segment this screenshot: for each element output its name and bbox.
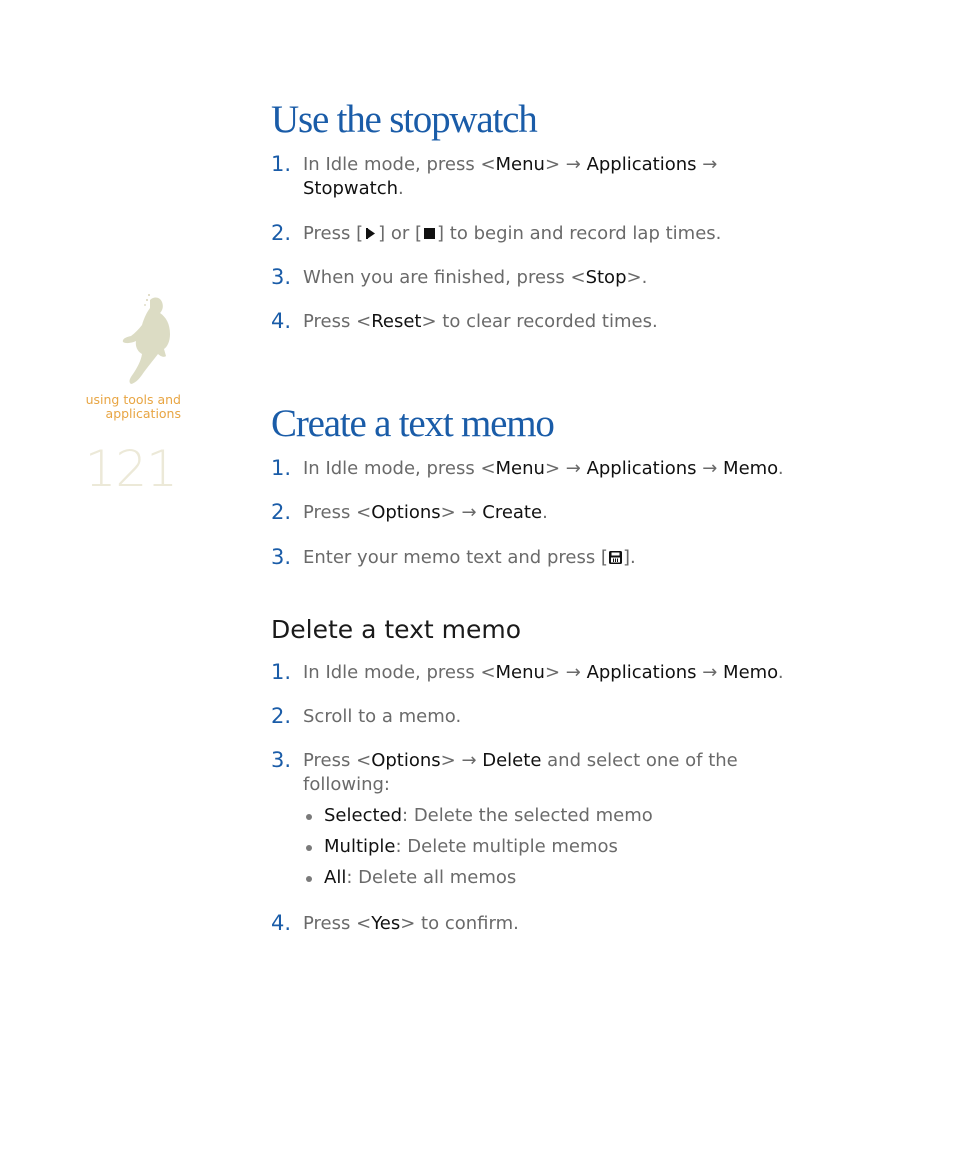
section-label: using tools and applications bbox=[85, 392, 181, 421]
key-delete: Delete bbox=[482, 750, 542, 771]
list-item: Selected: Delete the selected memo bbox=[303, 804, 653, 828]
key-create: Create bbox=[482, 502, 543, 523]
key-memo: Memo bbox=[723, 662, 778, 683]
key-memo: Memo bbox=[723, 458, 778, 479]
key-applications: Applications bbox=[586, 662, 697, 683]
key-reset: Reset bbox=[371, 311, 422, 332]
step-number: 2. bbox=[271, 221, 292, 245]
step-number: 2. bbox=[271, 704, 292, 728]
list-item: All: Delete all memos bbox=[303, 866, 653, 890]
key-options: Options bbox=[371, 750, 441, 771]
save-key-icon bbox=[608, 550, 623, 565]
create-memo-step-1: 1. In Idle mode, press <Menu> → Applications → Memo. bbox=[271, 456, 784, 480]
delete-options-list bbox=[303, 804, 653, 897]
delete-memo-step-4: 4. Press <Yes> to confirm. bbox=[271, 911, 519, 935]
heading-stopwatch: Use the stopwatch bbox=[271, 98, 537, 141]
create-memo-step-3: 3. Enter your memo text and press [ ]. bbox=[271, 545, 636, 569]
delete-memo-step-1: 1. In Idle mode, press <Menu> → Applications → Memo. bbox=[271, 660, 784, 684]
step-number: 1. bbox=[271, 152, 292, 176]
step-number: 4. bbox=[271, 911, 292, 935]
stop-key-icon bbox=[422, 226, 437, 241]
heading-delete-memo: Delete a text memo bbox=[271, 615, 522, 644]
heading-create-memo: Create a text memo bbox=[271, 402, 554, 445]
key-options: Options bbox=[371, 502, 441, 523]
step-number: 3. bbox=[271, 265, 292, 289]
key-menu: Menu bbox=[495, 458, 545, 479]
key-menu: Menu bbox=[495, 662, 545, 683]
key-menu: Menu bbox=[495, 154, 545, 175]
stopwatch-step-4: 4. Press <Reset> to clear recorded times. bbox=[271, 309, 658, 333]
step-number: 4. bbox=[271, 309, 292, 333]
delete-memo-step-2: 2. Scroll to a memo. bbox=[271, 704, 462, 728]
step-number: 1. bbox=[271, 660, 292, 684]
step-number: 2. bbox=[271, 500, 292, 524]
key-yes: Yes bbox=[371, 913, 401, 934]
stopwatch-step-1: 1. In Idle mode, press <Menu> → Applications → Stopwatch. bbox=[271, 152, 718, 199]
list-item: Multiple: Delete multiple memos bbox=[303, 835, 653, 859]
key-applications: Applications bbox=[586, 154, 697, 175]
step-number: 3. bbox=[271, 545, 292, 569]
delete-memo-step-3: 3. Press <Options> → Delete and select one of the following: bbox=[271, 748, 738, 795]
key-stopwatch: Stopwatch bbox=[303, 178, 399, 199]
woman-silhouette-icon bbox=[120, 292, 180, 386]
step-number: 1. bbox=[271, 456, 292, 480]
page-number: 121 bbox=[84, 440, 177, 498]
key-applications: Applications bbox=[586, 458, 697, 479]
stopwatch-step-3: 3. When you are finished, press <Stop>. bbox=[271, 265, 648, 289]
create-memo-step-2: 2. Press <Options> → Create. bbox=[271, 500, 548, 524]
play-pause-key-icon bbox=[363, 226, 378, 241]
step-number: 3. bbox=[271, 748, 292, 772]
key-stop: Stop bbox=[585, 267, 627, 288]
stopwatch-step-2: 2. Press [ ] or [ ] to begin and record lap times. bbox=[271, 221, 722, 245]
